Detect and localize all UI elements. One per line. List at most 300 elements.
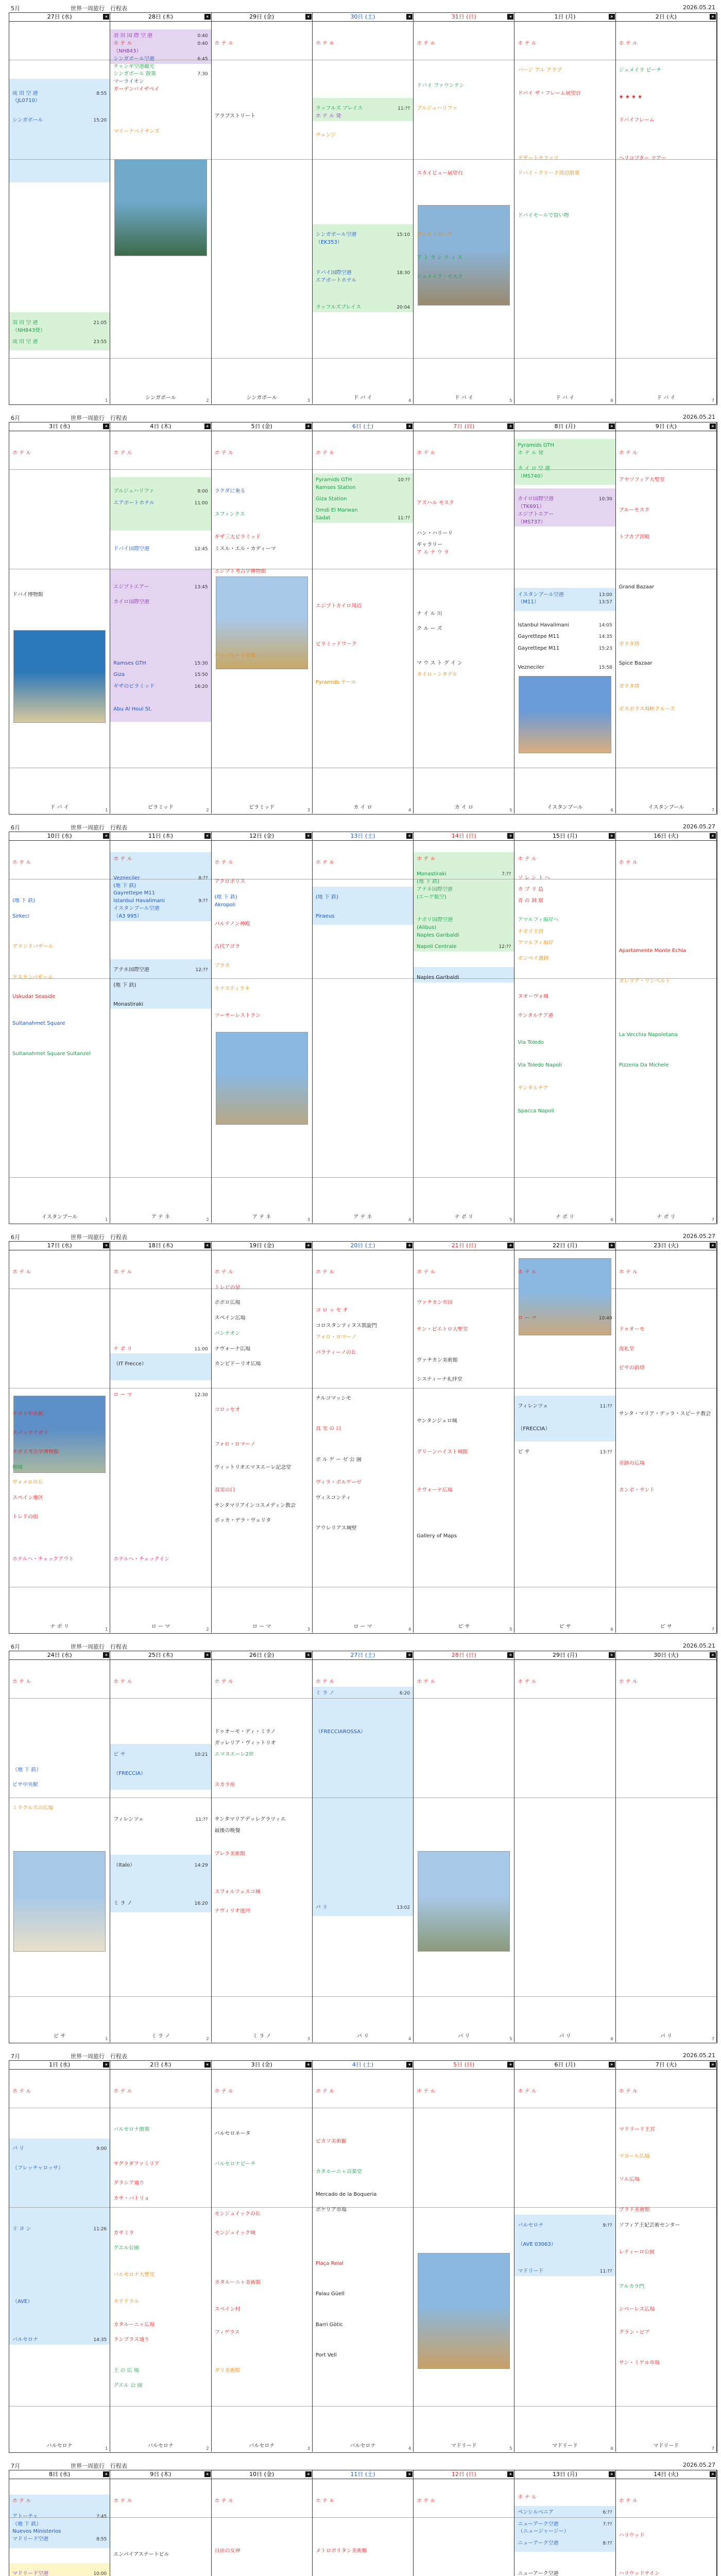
date-cell: 5日 (金) ☀ xyxy=(212,422,313,431)
location-label: バルセロナ xyxy=(249,2443,275,2449)
schedule-line xyxy=(12,975,108,981)
schedule-text: スカラ座 xyxy=(214,1782,235,1788)
schedule-line xyxy=(619,641,714,648)
weather-icon: ☀ xyxy=(507,1652,513,1658)
schedule-line xyxy=(215,1817,310,1823)
schedule-time: 8:?? xyxy=(198,875,208,881)
day-cell[interactable] xyxy=(514,431,615,814)
schedule-line xyxy=(316,1308,411,1314)
day-cell[interactable] xyxy=(9,2070,110,2452)
schedule-line xyxy=(113,546,209,552)
date-cell: 21日 (日) ☀ xyxy=(414,1242,514,1250)
location-label: イスタンブール xyxy=(547,805,583,810)
schedule-time: 12:?? xyxy=(499,944,511,950)
schedule-text: Port Vell xyxy=(315,2352,337,2359)
time-divider xyxy=(110,2517,211,2518)
schedule-line xyxy=(417,450,512,456)
schedule-line xyxy=(215,2280,310,2286)
schedule-line xyxy=(113,2383,209,2389)
schedule-line xyxy=(12,2165,108,2172)
time-divider xyxy=(616,469,716,470)
schedule-text: ナポリ考古学博物館 xyxy=(12,1449,59,1455)
schedule-text: Pyramids GTH xyxy=(315,477,352,483)
day-cell[interactable] xyxy=(313,2479,414,2576)
time-divider xyxy=(514,2207,615,2208)
schedule-text: ジュメイラ ビーチ xyxy=(619,67,662,74)
schedule-text: Monastiraki xyxy=(417,871,447,877)
schedule-text: Gayrettepe M11 xyxy=(518,645,560,651)
schedule-text: マドリード王宮 xyxy=(619,2127,655,2133)
day-number: 4 xyxy=(408,1217,411,1222)
day-cell[interactable] xyxy=(313,2070,414,2452)
schedule-text: アテネ国際空港 xyxy=(113,967,149,973)
schedule-time: 15:20 xyxy=(93,117,107,123)
schedule-line xyxy=(619,1411,714,1417)
day-cell[interactable] xyxy=(514,2070,615,2452)
schedule-text: ドバイ ファウンテン xyxy=(417,82,465,89)
day-cell[interactable] xyxy=(313,1250,414,1633)
time-divider xyxy=(514,1177,615,1178)
schedule-line xyxy=(619,450,714,456)
weather-icon: ☀ xyxy=(204,1243,211,1248)
schedule-line xyxy=(518,634,613,640)
schedule-time: 13:?? xyxy=(599,1449,612,1455)
schedule-text: Spacca Napoli xyxy=(518,1108,555,1114)
weather-icon: ☀ xyxy=(204,14,211,20)
day-cell[interactable] xyxy=(616,2479,717,2576)
weather-icon: ☀ xyxy=(305,2062,312,2067)
schedule-line xyxy=(215,1729,310,1735)
day-cell[interactable] xyxy=(110,2479,211,2576)
schedule-text: アテネ国際空港 xyxy=(417,887,453,893)
schedule-line xyxy=(619,67,714,74)
schedule-line xyxy=(215,1503,310,1509)
month-label: 7月 xyxy=(11,2463,20,2469)
time-divider xyxy=(414,469,514,470)
day-number: 5 xyxy=(509,1627,512,1632)
schedule-text: （AVE） xyxy=(12,2299,33,2305)
day-cell[interactable] xyxy=(414,2479,514,2576)
schedule-time: 8:00 xyxy=(197,489,208,495)
schedule-text: エアポートホテル xyxy=(113,500,154,506)
day-number: 2 xyxy=(206,398,209,403)
date-cell: 5日 (日) ☀ xyxy=(414,2061,514,2069)
schedule-line xyxy=(12,1465,108,1471)
schedule-line xyxy=(417,1418,512,1425)
day-cell[interactable] xyxy=(616,431,717,814)
schedule-line xyxy=(518,1403,613,1410)
schedule-text: ドバイ国際空港 xyxy=(315,270,352,276)
schedule-text: システィーナ礼拝堂 xyxy=(417,1376,462,1382)
day-cell[interactable] xyxy=(514,841,615,1223)
schedule-text: ガレリア・ウンベルト xyxy=(619,978,671,985)
schedule-line xyxy=(12,913,108,920)
schedule-line xyxy=(518,1449,613,1455)
schedule-text: パルテノン神殿 xyxy=(214,921,250,927)
schedule-line xyxy=(518,2223,613,2229)
date-cell: 14日 (火) ☀ xyxy=(616,2470,717,2479)
week-block xyxy=(9,1642,717,2044)
day-number: 2 xyxy=(206,2446,209,2451)
schedule-text: アウレリアス城壁 xyxy=(315,1526,357,1532)
schedule-line xyxy=(113,2161,209,2167)
schedule-text: バルセロネータ xyxy=(214,2130,251,2137)
schedule-text: ホ テ ル xyxy=(417,2498,436,2504)
schedule-line xyxy=(113,2337,209,2343)
schedule-text: シンガポール空港 xyxy=(315,232,357,238)
day-cell[interactable] xyxy=(414,841,514,1223)
day-cell[interactable] xyxy=(212,2479,313,2576)
schedule-line xyxy=(417,975,512,981)
day-number: 2 xyxy=(206,1627,209,1632)
time-divider xyxy=(414,1177,514,1178)
day-cell[interactable] xyxy=(110,841,211,1223)
schedule-text: ホテルへ・チェックアウト xyxy=(12,1556,74,1562)
schedule-line xyxy=(417,933,512,939)
schedule-line xyxy=(113,1771,209,1777)
weather-icon: ☀ xyxy=(305,423,312,429)
schedule-line xyxy=(518,41,613,47)
schedule-text: プラカ xyxy=(214,963,230,969)
day-cell[interactable] xyxy=(212,431,313,814)
schedule-time: 8:55 xyxy=(96,2537,107,2543)
day-cell[interactable] xyxy=(212,841,313,1223)
day-number: 5 xyxy=(509,808,512,812)
schedule-text: （EK353） xyxy=(315,239,342,245)
schedule-text: （ニュージャージー） xyxy=(518,2529,569,2535)
schedule-text: モンジュイックの丘 xyxy=(214,2211,261,2217)
schedule-text: ナヴィリオ運河 xyxy=(214,1908,250,1914)
schedule-line xyxy=(215,1346,310,1352)
schedule-time: 0:40 xyxy=(197,41,208,47)
schedule-text: カンピドーリオ広場 xyxy=(214,1361,261,1367)
schedule-line xyxy=(215,1889,310,1895)
day-cell[interactable] xyxy=(313,431,414,814)
schedule-text: ラッフルズ プレイス xyxy=(315,106,363,112)
day-cell[interactable] xyxy=(414,1250,514,1633)
schedule-text: フォロ・ロマーノ xyxy=(214,1442,255,1447)
date-cell: 14日 (日) ☀ xyxy=(414,832,514,840)
schedule-line xyxy=(215,1740,310,1747)
schedule-line xyxy=(215,1908,310,1914)
location-label: ミ ラ ノ xyxy=(252,2033,271,2039)
schedule-line xyxy=(316,2169,411,2175)
week-grid xyxy=(9,422,717,815)
schedule-text: ホ テ ル xyxy=(518,2089,537,2095)
schedule-line xyxy=(215,894,310,901)
day-cell[interactable] xyxy=(9,2479,110,2576)
schedule-text: シンガポール xyxy=(12,117,43,123)
schedule-line xyxy=(113,500,209,506)
day-cell[interactable] xyxy=(9,431,110,814)
day-cell[interactable] xyxy=(414,22,514,404)
schedule-line xyxy=(316,2192,411,2198)
day-cell[interactable] xyxy=(212,1250,313,1633)
schedule-text: Akropoli xyxy=(214,902,236,908)
schedule-text: （JL0710） xyxy=(12,98,40,104)
date-header-row xyxy=(9,832,717,841)
day-cell[interactable] xyxy=(212,22,313,404)
itinerary-title: 世界一周旅行 行程表 xyxy=(71,1234,127,1241)
location-label: シンガポール xyxy=(246,395,277,401)
time-divider xyxy=(514,2517,615,2518)
schedule-line xyxy=(12,339,108,345)
day-cell[interactable] xyxy=(9,22,110,404)
schedule-text: フォロ・ロマーノ xyxy=(315,1334,357,1341)
schedule-text: ハリウッド xyxy=(619,2532,645,2538)
schedule-text: ロ ー マ xyxy=(113,1392,132,1398)
itinerary-title: 世界一周旅行 行程表 xyxy=(71,1643,127,1650)
schedule-text: ホ テ ル xyxy=(113,450,132,456)
schedule-line xyxy=(619,534,714,540)
schedule-text: （地 下 鉄） xyxy=(12,1767,42,1773)
time-divider xyxy=(414,159,514,160)
day-cell[interactable] xyxy=(110,22,211,404)
day-cell[interactable] xyxy=(9,1250,110,1633)
schedule-text: カタルーニャ音楽堂 xyxy=(315,2168,362,2175)
weather-icon: ☀ xyxy=(710,423,716,429)
day-cell[interactable] xyxy=(212,1660,313,2042)
weather-icon: ☀ xyxy=(710,1243,716,1248)
schedule-text: トレビの泉 xyxy=(214,1284,241,1291)
day-cell[interactable] xyxy=(110,1250,211,1633)
time-divider xyxy=(212,2207,312,2208)
schedule-text: エジプトエアー xyxy=(113,584,149,590)
schedule-text: パ リ xyxy=(315,1904,328,1910)
schedule-text: ホ テ ル xyxy=(619,1269,638,1276)
schedule-text: マドリード空港 xyxy=(12,2536,48,2543)
time-divider xyxy=(212,1698,312,1699)
day-cell[interactable] xyxy=(313,22,414,404)
time-divider xyxy=(110,358,211,359)
day-cell[interactable] xyxy=(616,22,717,404)
schedule-text: ホ テ ル 発 xyxy=(315,113,341,120)
location-label: カ イ ロ xyxy=(454,805,473,810)
day-cell[interactable] xyxy=(616,1250,717,1633)
date-cell: 17日 (水) ☀ xyxy=(9,1242,110,1250)
schedule-text: ピサ中央駅 xyxy=(12,1782,38,1788)
weather-icon: ☀ xyxy=(204,2471,211,2477)
schedule-line xyxy=(518,466,613,472)
weather-icon: ☀ xyxy=(103,833,109,839)
schedule-line xyxy=(12,1782,108,1788)
schedule-line xyxy=(316,1426,411,1432)
schedule-text: ホ テ ル xyxy=(12,2498,31,2504)
schedule-line xyxy=(518,2242,613,2248)
schedule-line xyxy=(518,2495,613,2501)
day-cell[interactable] xyxy=(514,2479,615,2576)
schedule-text: カタルーニャ美術館 xyxy=(214,2280,261,2286)
schedule-line xyxy=(12,1767,108,1773)
schedule-text: コロスタンティヌス凱旋門 xyxy=(315,1323,377,1329)
schedule-time: 6:45 xyxy=(197,56,208,62)
location-label: マドリード xyxy=(552,2443,578,2449)
schedule-line xyxy=(518,940,613,946)
time-divider xyxy=(9,2207,110,2208)
schedule-text: エンパイアステートビル xyxy=(113,2551,169,2557)
updated-date: 2026.05.21 xyxy=(683,414,715,420)
schedule-line xyxy=(518,213,613,219)
schedule-time: 6:?? xyxy=(603,2510,612,2516)
date-cell: 10日 (水) ☀ xyxy=(9,832,110,840)
schedule-line xyxy=(12,2337,108,2343)
date-cell: 12日 (金) ☀ xyxy=(212,832,313,840)
time-divider xyxy=(616,1177,716,1178)
schedule-line xyxy=(12,1430,108,1436)
schedule-line xyxy=(215,963,310,969)
day-cell[interactable] xyxy=(110,431,211,814)
location-label: イスタンブール xyxy=(648,805,684,810)
week-block xyxy=(9,823,717,1225)
schedule-text: エアポートホテル xyxy=(315,278,357,284)
day-cell[interactable] xyxy=(212,2070,313,2452)
date-cell: 11日 (土) ☀ xyxy=(313,2470,414,2479)
schedule-text: ホ テ ル xyxy=(12,1679,31,1685)
day-cell[interactable] xyxy=(616,1660,717,2042)
schedule-time: 13:45 xyxy=(194,584,208,590)
day-cell[interactable] xyxy=(313,1660,414,2042)
day-cell[interactable] xyxy=(514,1660,615,2042)
date-header-row xyxy=(9,1651,717,1660)
weather-icon: ☀ xyxy=(305,1652,312,1658)
week-grid xyxy=(9,1651,717,2043)
weather-icon: ☀ xyxy=(406,14,413,20)
schedule-line xyxy=(417,611,512,617)
day-cell[interactable] xyxy=(110,2070,211,2452)
schedule-line xyxy=(215,1407,310,1413)
schedule-text: （IT Frecce） xyxy=(113,1361,147,1367)
schedule-line xyxy=(215,569,310,575)
schedule-time: 7:?? xyxy=(502,872,511,877)
schedule-line xyxy=(12,117,108,124)
schedule-line xyxy=(215,2161,310,2167)
time-divider xyxy=(313,469,413,470)
schedule-line xyxy=(518,929,613,935)
schedule-text: ホ テ ル xyxy=(113,856,132,862)
schedule-text: ロ ー マ xyxy=(518,1315,537,1321)
schedule-text: カサ・バトリョ xyxy=(113,2195,149,2201)
schedule-line xyxy=(316,2089,411,2095)
itinerary-title: 世界一周旅行 行程表 xyxy=(71,5,127,12)
schedule-time: 9:?? xyxy=(603,2223,612,2228)
schedule-text: ナポリ国際空港 xyxy=(417,917,453,923)
day-cell[interactable] xyxy=(414,431,514,814)
schedule-time: 18:30 xyxy=(397,270,410,276)
schedule-line xyxy=(113,684,209,690)
time-divider xyxy=(514,978,615,979)
schedule-text: サグラダファミリア xyxy=(113,2161,160,2167)
schedule-line xyxy=(619,2284,714,2290)
schedule-text: メトロポリタン美術館 xyxy=(315,2548,367,2554)
schedule-text: ホ テ ル xyxy=(214,41,233,47)
week-header xyxy=(9,2462,717,2469)
schedule-line xyxy=(518,496,613,502)
schedule-text: サン・ピエトロ大聖堂 xyxy=(417,1327,468,1333)
day-cell[interactable] xyxy=(9,841,110,1223)
day-cell[interactable] xyxy=(313,841,414,1223)
schedule-text: シベーレス広場 xyxy=(619,2307,655,2313)
location-label: ピ サ xyxy=(660,1624,672,1630)
date-header-row xyxy=(9,422,717,431)
updated-date: 2026.05.21 xyxy=(683,2052,715,2059)
schedule-line xyxy=(518,1086,613,1092)
location-label: マドリード xyxy=(451,2443,477,2449)
weather-icon: ☀ xyxy=(103,2062,109,2067)
day-cell[interactable] xyxy=(514,22,615,404)
schedule-text: （MS737） xyxy=(518,519,546,525)
weather-icon: ☀ xyxy=(609,423,615,429)
schedule-text: （A3 995） xyxy=(113,913,142,919)
schedule-text: ソーサーレストラン xyxy=(214,1012,261,1019)
schedule-line xyxy=(417,1327,512,1333)
schedule-text: Nuevos Ministerios xyxy=(12,2529,61,2535)
location-label: パ リ xyxy=(660,2033,672,2039)
schedule-line xyxy=(619,1269,714,1276)
weather-icon: ☀ xyxy=(710,1652,716,1658)
date-cell: 9日 (火) ☀ xyxy=(616,422,717,431)
day-number: 5 xyxy=(509,398,512,403)
day-number: 6 xyxy=(610,2037,613,2041)
schedule-text: ホ テ ル xyxy=(518,1679,537,1685)
day-cell[interactable] xyxy=(9,1660,110,2042)
schedule-line xyxy=(518,450,613,456)
date-cell: 26日 (金) ☀ xyxy=(212,1651,313,1659)
schedule-time: 10:30 xyxy=(598,497,612,502)
schedule-text: ホ テ ル xyxy=(12,1269,31,1276)
day-cell[interactable] xyxy=(414,1660,514,2042)
schedule-line xyxy=(417,232,512,238)
date-cell: 24日 (水) ☀ xyxy=(9,1651,110,1659)
schedule-text: ピカソ美術館 xyxy=(315,2138,347,2144)
schedule-time: 13:57 xyxy=(598,600,612,605)
schedule-line xyxy=(113,913,209,920)
schedule-line xyxy=(215,512,310,518)
day-number: 6 xyxy=(610,1627,613,1632)
date-cell: 23日 (火) ☀ xyxy=(616,1242,717,1250)
day-cell[interactable] xyxy=(514,1250,615,1633)
day-cell[interactable] xyxy=(110,1660,211,2042)
schedule-text: スカイビュー展望台 xyxy=(417,171,463,177)
schedule-line xyxy=(113,1002,209,1008)
schedule-time: 12:?? xyxy=(195,967,208,973)
schedule-text: ソフィア王妃芸術センター xyxy=(619,2222,680,2228)
day-cell[interactable] xyxy=(616,841,717,1223)
schedule-line xyxy=(12,1480,108,1486)
schedule-text: （TK691） xyxy=(518,503,545,510)
schedule-text: ホ テ ル xyxy=(518,856,537,862)
schedule-line xyxy=(518,994,613,1000)
schedule-text: カサミラ xyxy=(113,2230,134,2236)
schedule-text: リ ヨ ン xyxy=(12,2226,31,2232)
schedule-line xyxy=(417,255,512,261)
schedule-line xyxy=(619,1032,714,1038)
schedule-text: ラクダに乗る xyxy=(214,488,246,495)
day-cell[interactable] xyxy=(414,2070,514,2452)
schedule-text: ★ ★ ★ ★ xyxy=(619,94,643,100)
schedule-line xyxy=(113,982,209,989)
schedule-line xyxy=(215,860,310,866)
schedule-text: 羽 田 国 際 空 港 xyxy=(113,33,153,39)
weather-icon: ☀ xyxy=(103,1243,109,1248)
schedule-text: グランドバザール xyxy=(12,944,54,950)
schedule-text: マドリード空港 xyxy=(12,2571,48,2576)
time-divider xyxy=(313,1177,413,1178)
schedule-line xyxy=(12,1411,108,1417)
schedule-text: マドリード xyxy=(518,2268,544,2274)
schedule-text: ホ テ ル xyxy=(113,1269,132,1276)
date-cell: 27日 (水) ☀ xyxy=(9,13,110,21)
day-cell[interactable] xyxy=(616,2070,717,2452)
